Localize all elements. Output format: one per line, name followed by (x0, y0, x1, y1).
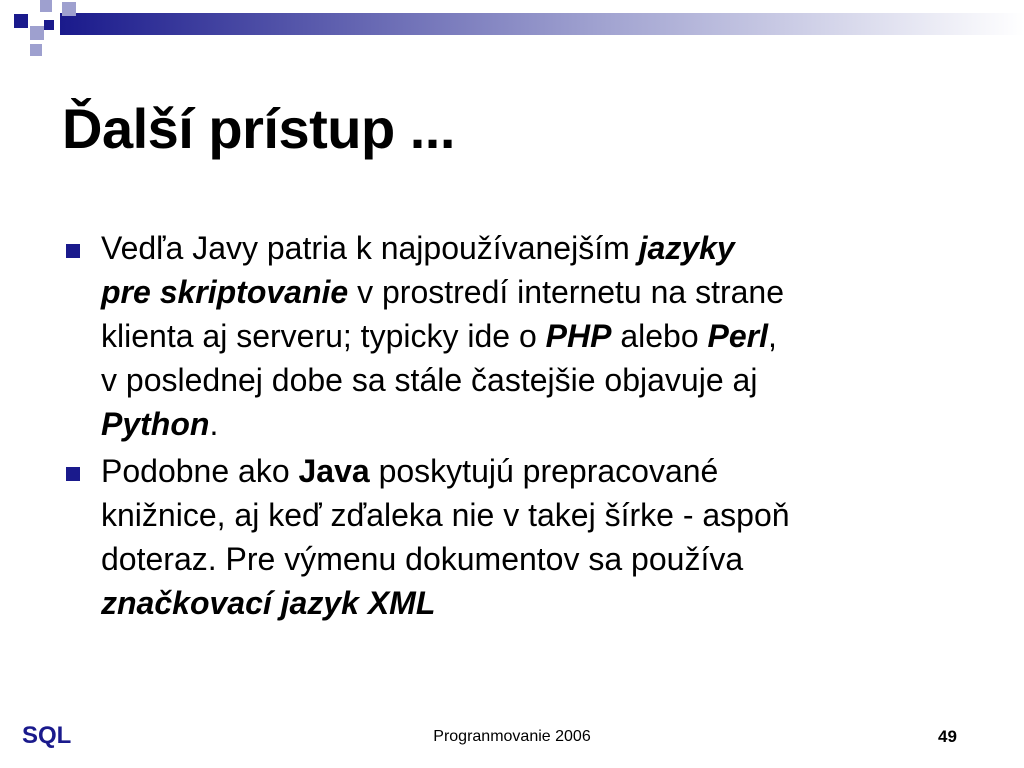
text-line (101, 493, 964, 537)
text-run: poskytujú prepracované (369, 453, 719, 489)
slide-title: Ďalší prístup ... (62, 97, 455, 160)
text-run: v poslednej dobe sa stále častejšie objavuje aj (101, 362, 758, 398)
text-run: klienta aj serveru; typicky ide o (101, 318, 546, 354)
text-run-emphasis: jazyky (638, 230, 735, 266)
text-run: alebo (611, 318, 708, 354)
footer-section-label: SQL (22, 722, 72, 749)
text-run-emphasis: značkovací jazyk XML (101, 585, 436, 621)
decor-square (40, 0, 52, 12)
text-run-emphasis: Python (101, 406, 210, 442)
square-bullet-icon (66, 244, 80, 258)
text-run-emphasis: Perl (707, 318, 768, 354)
footer-course-label: Progranmovanie 2006 (433, 728, 591, 745)
text-run-bold: Java (298, 453, 370, 489)
text-run-emphasis: PHP (545, 318, 612, 354)
decor-square (62, 2, 76, 16)
text-line (101, 402, 964, 446)
header-decoration (0, 0, 1024, 70)
text-line (101, 226, 964, 270)
bullet-item (64, 449, 964, 625)
text-run: , (768, 318, 777, 354)
decor-square (44, 20, 54, 30)
slide-number: 49 (938, 727, 957, 746)
bullet-list (64, 226, 964, 628)
decor-square (30, 44, 42, 56)
header-gradient-bar (60, 13, 1024, 35)
text-run: . (209, 406, 219, 442)
text-line (101, 314, 964, 358)
text-line (101, 449, 964, 493)
text-line (101, 358, 964, 402)
text-run: knižnice, aj keď zďaleka nie v takej šírke - aspoň (101, 497, 790, 533)
text-line (101, 537, 964, 581)
text-run: doteraz. Pre výmenu dokumentov sa používa (101, 541, 744, 577)
text-run: Podobne ako (101, 453, 299, 489)
text-line (101, 581, 964, 625)
bullet-item (64, 226, 964, 446)
text-run: v prostredí internetu na strane (348, 274, 784, 310)
text-line (101, 270, 964, 314)
decor-square (14, 14, 28, 28)
text-run: Vedľa Javy patria k najpoužívanejším (101, 230, 639, 266)
square-bullet-icon (66, 467, 80, 481)
decor-square (30, 26, 44, 40)
text-run-emphasis: pre skriptovanie (101, 274, 349, 310)
